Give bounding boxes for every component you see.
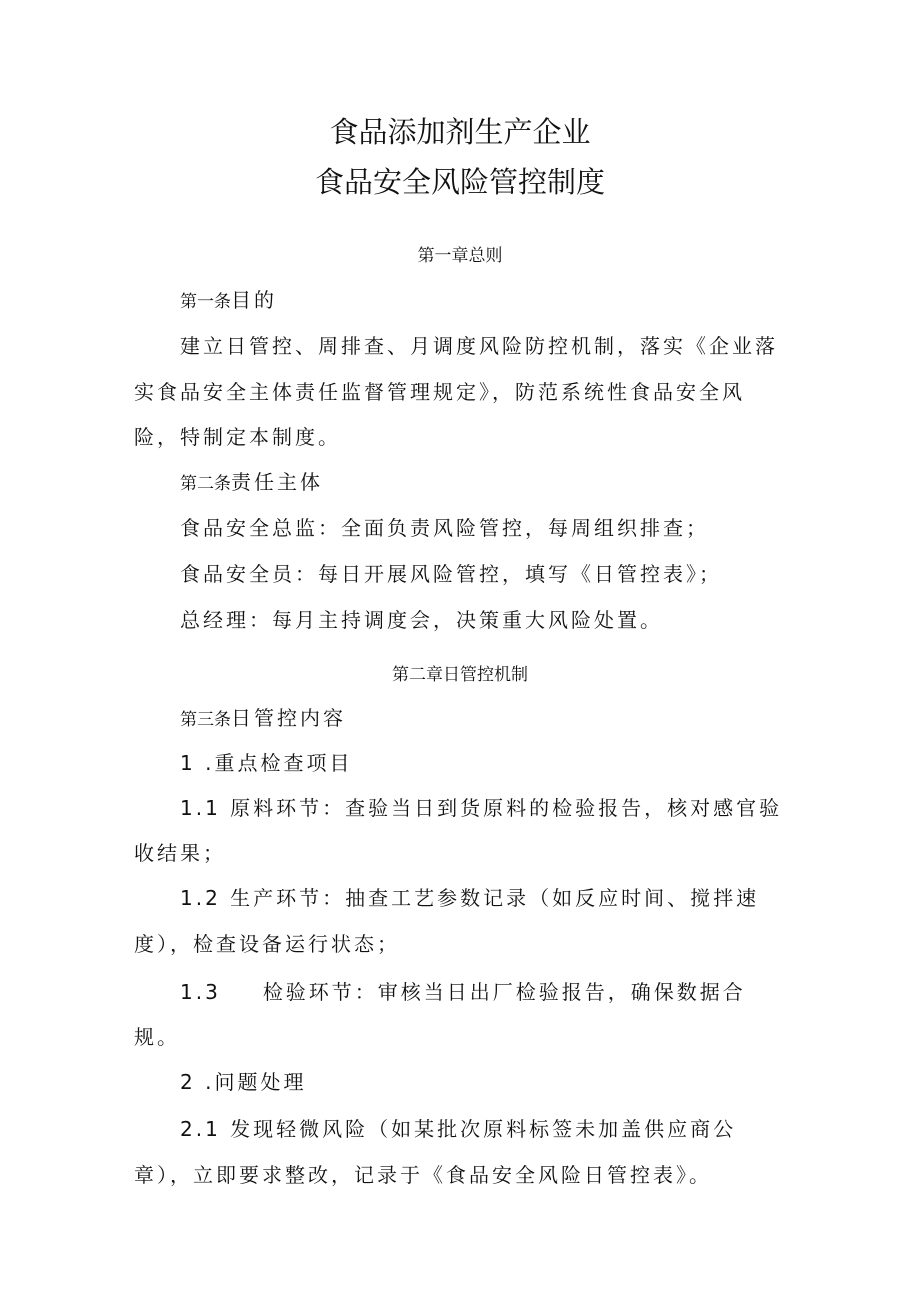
paragraph2-line1: 食品安全总监：全面负责风险管控，每周组织排查； (180, 516, 709, 540)
chapter2-heading: 第二章日管控机制 (392, 665, 528, 685)
article1-heading (180, 285, 277, 317)
article1-label: 第一条 (180, 292, 231, 312)
item1-heading: 1 .重点检查项目 (180, 751, 353, 775)
item1-2-line2: 度），检查设备运行状态； (134, 932, 400, 956)
item1-3-line2: 规。 (134, 1025, 180, 1049)
paragraph1-line2: 实食品安全主体责任监督管理规定》，防范系统性食品安全风 (134, 380, 745, 404)
chapter1-heading: 第一章总则 (417, 246, 503, 266)
document-title-line1: 食品添加剂生产企业 (329, 115, 591, 149)
article3-title: 日管控内容 (231, 706, 346, 730)
item1-2-line1: 1.2 生产环节：抽查工艺参数记录（如反应时间、搅拌速 (180, 886, 760, 910)
article3-label: 第三条 (180, 710, 231, 730)
item1-1-line2: 收结果； (134, 841, 226, 865)
item1-1-line1: 1.1 原料环节：查验当日到货原料的检验报告，核对感官验 (180, 796, 783, 820)
item2-heading: 2 .问题处理 (180, 1070, 307, 1094)
article2-heading (180, 467, 323, 499)
article1-title: 目的 (231, 288, 277, 312)
article2-label: 第二条 (180, 474, 231, 494)
article2-title: 责任主体 (231, 470, 323, 494)
paragraph2-line3: 总经理：每月主持调度会，决策重大风险处置。 (180, 608, 663, 632)
item1-3-line1 (180, 977, 746, 1007)
paragraph1-line3: 险，特制定本制度。 (134, 425, 341, 449)
document-title-line2: 食品安全风险管控制度 (314, 165, 605, 199)
paragraph1-line1: 建立日管控、周排查、月调度风险防控机制，落实《企业落 (180, 334, 778, 358)
item1-3-text: 检验环节：审核当日出厂检验报告，确保数据合 (262, 980, 746, 1004)
paragraph2-line2: 食品安全员：每日开展风险管控，填写《日管控表》； (180, 562, 722, 586)
item2-1-line1: 2.1 发现轻微风险（如某批次原料标签未加盖供应商公 (180, 1117, 737, 1141)
item2-1-line2: 章），立即要求整改，记录于《食品安全风险日管控表》。 (134, 1163, 712, 1187)
item1-3-number: 1.3 (180, 980, 221, 1004)
article3-heading (180, 703, 346, 735)
